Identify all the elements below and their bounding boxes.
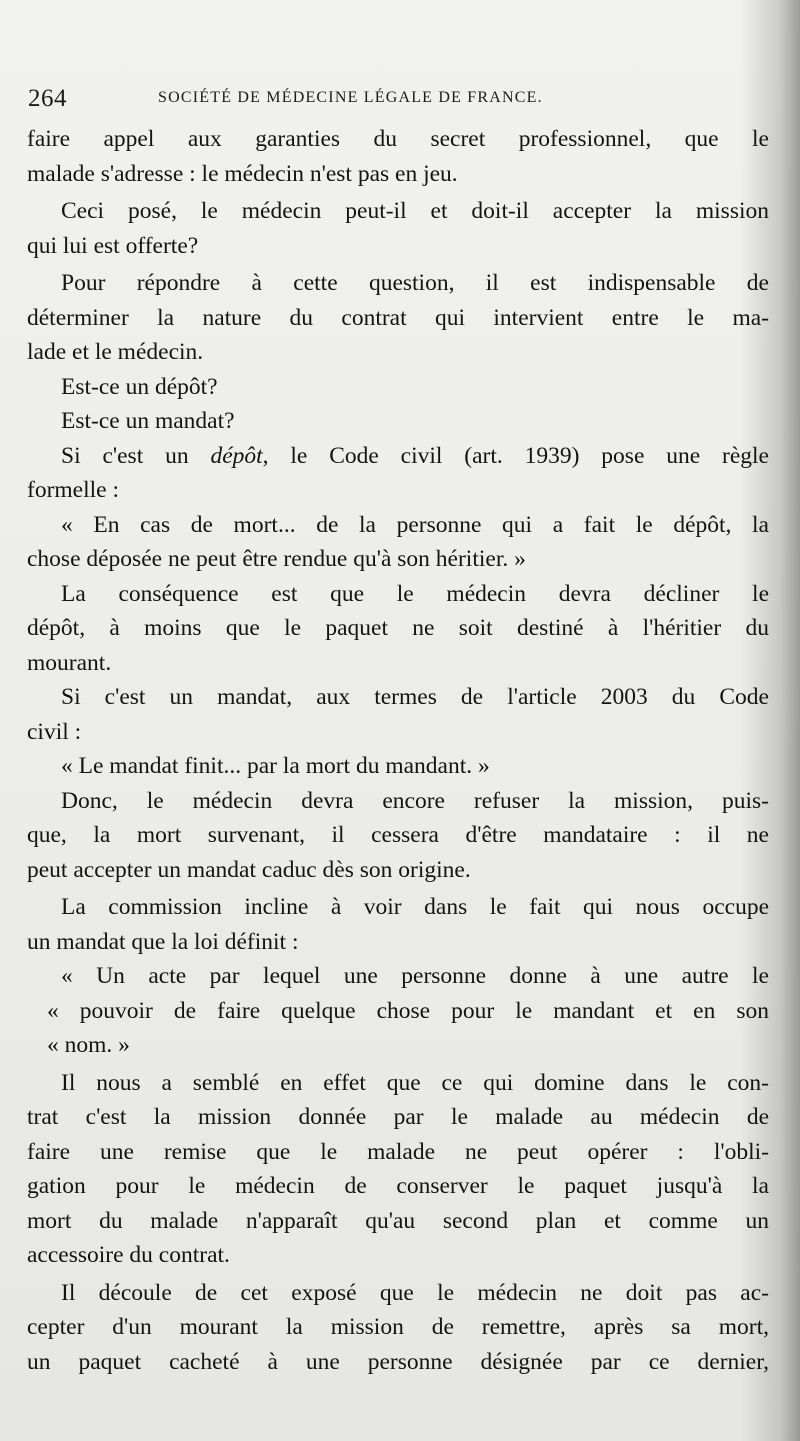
quote-line: « En cas de mort... de la personne qui a fait le dépôt, la bbox=[61, 511, 769, 538]
text-fragment: , le Code civil (art. 1939) pose une règle bbox=[262, 442, 769, 469]
italic-term: dépôt bbox=[210, 442, 263, 469]
text-line: Est-ce un dépôt? bbox=[61, 373, 218, 400]
text-line: Pour répondre à cette question, il est indispensable de bbox=[61, 270, 769, 296]
text-line: La conséquence est que le médecin devra décliner le bbox=[61, 580, 769, 607]
text-line: Ceci posé, le médecin peut-il et doit-il accepter la mission bbox=[61, 198, 769, 224]
text-line: peut accepter un mandat caduc dès son origine. bbox=[27, 856, 471, 883]
text-line: malade s'adresse : le médecin n'est pas en jeu. bbox=[27, 160, 458, 187]
quote-line: « pouvoir de faire quelque chose pour le mandant et en son bbox=[47, 997, 769, 1024]
text-line: accessoire du contrat. bbox=[27, 1242, 230, 1268]
text-line: cepter d'un mourant la mission de remettre, après sa mort, bbox=[27, 1314, 769, 1340]
text-line: civil : bbox=[27, 718, 82, 745]
quote-line: chose déposée ne peut être rendue qu'à son héritier. » bbox=[27, 546, 526, 572]
quote-line: « Le mandat finit... par la mort du mandant. » bbox=[61, 753, 490, 779]
page-number: 264 bbox=[28, 85, 67, 112]
text-line: Donc, le médecin devra encore refuser la mission, puis- bbox=[61, 787, 769, 814]
text-line: gation pour le médecin de conserver le paquet jusqu'à la bbox=[27, 1173, 769, 1199]
text-line: mort du malade n'apparaît qu'au second plan et comme un bbox=[27, 1207, 769, 1234]
text-line: Si c'est un mandat, aux termes de l'article 2003 du Code bbox=[61, 684, 769, 710]
text-line: qui lui est offerte? bbox=[27, 232, 199, 259]
running-head: SOCIÉTÉ DE MÉDECINE LÉGALE DE FRANCE. bbox=[158, 89, 543, 106]
text-line: mourant. bbox=[27, 649, 112, 676]
text-line: dépôt, à moins que le paquet ne soit destiné à l'héritier du bbox=[27, 615, 769, 641]
text-line: que, la mort survenant, il cessera d'être mandataire : il ne bbox=[27, 822, 769, 848]
page-header bbox=[28, 85, 728, 115]
text-line: déterminer la nature du contrat qui intervient entre le ma- bbox=[27, 304, 769, 331]
text-line: formelle : bbox=[27, 477, 120, 503]
text-line bbox=[27, 439, 769, 474]
text-line: un mandat que la loi définit : bbox=[27, 928, 299, 955]
text-line: Est-ce un mandat? bbox=[61, 408, 235, 434]
text-fragment: Si c'est un bbox=[61, 442, 189, 469]
body-text bbox=[27, 122, 769, 1379]
text-line: faire appel aux garanties du secret professionnel, que le bbox=[27, 126, 769, 152]
text-line: trat c'est la mission donnée par le malade au médecin de bbox=[27, 1104, 769, 1130]
text-line: un paquet cacheté à une personne désignée par ce dernier, bbox=[27, 1348, 769, 1375]
text-line: lade et le médecin. bbox=[27, 339, 204, 365]
text-line: Il découle de cet exposé que le médecin ne doit pas ac- bbox=[61, 1279, 769, 1306]
text-line: La commission incline à voir dans le fait qui nous occupe bbox=[61, 894, 769, 920]
quote-line: « nom. » bbox=[47, 1032, 130, 1058]
text-line: Il nous a semblé en effet que ce qui domine dans le con- bbox=[61, 1069, 769, 1096]
text-line: faire une remise que le malade ne peut opérer : l'obli- bbox=[27, 1138, 769, 1165]
quote-line: « Un acte par lequel une personne donne à une autre le bbox=[61, 963, 769, 989]
